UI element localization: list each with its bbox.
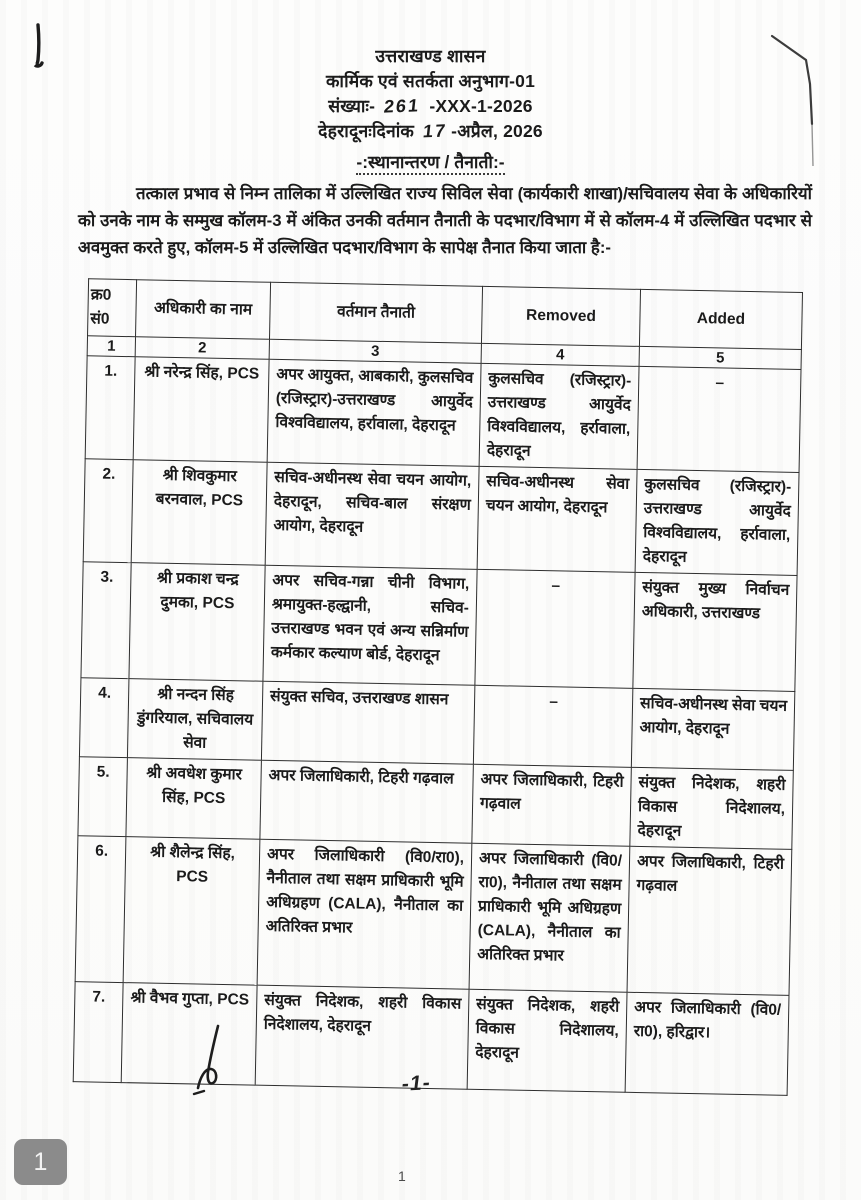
viewer-page-number: 1: [398, 1168, 406, 1184]
cell-added: –: [637, 366, 801, 472]
header-officer-name: अधिकारी का नाम: [136, 280, 271, 340]
cell-added: संयुक्त निदेशक, शहरी विकास निदेशालय, देहरादून: [630, 767, 793, 849]
page-badge-label: 1: [33, 1147, 48, 1176]
page-badge: [14, 1139, 67, 1185]
transfer-table-wrapper: [73, 278, 802, 1096]
handwritten-order-number: 261: [383, 95, 422, 117]
cell-removed: –: [475, 569, 635, 688]
cell-officer-name: श्री शिवकुमार बरनवाल, PCS: [131, 460, 267, 566]
intro-paragraph: तत्काल प्रभाव से निम्न तालिका में उल्लिखित राज्य सिविल सेवा (कार्यकारी शाखा)/सचिवालय सेवा के अधिकारियों को उनके नाम के सम्मुख कॉलम-3 में अंकित उनकी वर्तमान तैनाती के पदभार/विभाग में से कॉलम-4 में उल्लिखित पदभार से अवमुक्त करते हुए, कॉलम-5 में उल्लिखित पदभार/विभाग के सापेक्ष तैनात किया जाता है:-: [78, 184, 812, 257]
header-serial-no: क्र0 सं0: [88, 279, 137, 337]
handwritten-date: 17: [422, 120, 449, 142]
cell-added: अपर जिलाधिकारी (वि0/रा0), हरिद्वार।: [625, 992, 789, 1095]
cell-officer-name: श्री नरेन्द्र सिंह, PCS: [133, 357, 269, 463]
cell-added: कुलसचिव (रजिस्ट्रार)- उत्तराखण्ड आयुर्वेद विश्वविद्यालय, हर्रावाला, देहरादून: [635, 469, 799, 575]
table-row: [81, 562, 797, 692]
cell-added: सचिव-अधीनस्थ सेवा चयन आयोग, देहरादून: [631, 688, 794, 770]
cell-serial: 2.: [83, 459, 133, 563]
header-removed: Removed: [481, 286, 640, 346]
table-row: [83, 459, 799, 576]
subject-heading: -:स्थानान्तरण / तैनाती:-: [0, 150, 861, 174]
cell-current-posting: सचिव-अधीनस्थ सेवा चयन आयोग, देहरादून, सचिव-बाल संरक्षण आयोग, देहरादून: [265, 462, 479, 569]
header-current-posting: वर्तमान तैनाती: [269, 282, 482, 343]
order-number-line: संख्याः- 261 -XXX-1-2026: [0, 94, 861, 119]
cell-serial: 3.: [81, 562, 131, 679]
cell-current-posting: अपर सचिव-गन्ना चीनी विभाग, श्रमायुक्त-हल्द्वानी, सचिव-उत्तराखण्ड भवन एवं अन्य सन्निर्माण कर्मकार कल्याण बोर्ड, देहरादून: [263, 565, 477, 685]
government-title: उत्तराखण्ड शासन: [375, 46, 486, 66]
cell-removed: अपर जिलाधिकारी, टिहरी गढ़वाल: [472, 764, 631, 846]
cell-serial: 1.: [85, 356, 135, 460]
header-added: Added: [639, 289, 802, 349]
cell-current-posting: अपर आयुक्त, आबकारी, कुलसचिव (रजिस्ट्रार)-उत्तराखण्ड आयुर्वेद विश्वविद्यालय, हर्रावाला, देहरादून: [267, 359, 481, 466]
cell-serial: 7.: [73, 982, 123, 1083]
cell-officer-name: श्री अवधेश कुमार सिंह, PCS: [126, 758, 261, 840]
cell-current-posting: संयुक्त निदेशक, शहरी विकास निदेशालय, देहरादून: [255, 985, 469, 1089]
cell-removed: अपर जिलाधिकारी (वि0/रा0), नैनीताल तथा सक्षम प्राधिकारी भूमि अधिग्रहण (CALA), नैनीताल का अतिरिक्त प्रभार: [469, 843, 630, 992]
cell-serial: 5.: [78, 757, 128, 837]
department-line: कार्मिक एवं सतर्कता अनुभाग-01: [325, 71, 536, 91]
table-row: [79, 678, 794, 771]
cell-current-posting: अपर जिलाधिकारी (वि0/रा0), नैनीताल तथा सक्षम प्राधिकारी भूमि अधिग्रहण (CALA), नैनीताल का अतिरिक्त प्रभार: [257, 839, 472, 989]
cell-officer-name: श्री प्रकाश चन्द्र दुमका, PCS: [129, 563, 265, 682]
column-number-row: 1 2 3 4 5: [87, 336, 801, 370]
cell-serial: 4.: [79, 678, 129, 758]
cell-removed: संयुक्त निदेशक, शहरी विकास निदेशालय, देहरादून: [467, 989, 627, 1092]
cell-officer-name: श्री नन्दन सिंह डुंगरियाल, सचिवालय सेवा: [127, 679, 262, 761]
cell-serial: 6.: [75, 836, 126, 983]
table-row: [78, 757, 793, 850]
table-row: [75, 836, 792, 996]
handwritten-page-number: -1-: [400, 1071, 433, 1096]
cell-current-posting: अपर जिलाधिकारी, टिहरी गढ़वाल: [260, 760, 473, 843]
date-line: देहरादूनःदिनांक 17 -अप्रैल, 2026: [0, 119, 861, 144]
cell-current-posting: संयुक्त सचिव, उत्तराखण्ड शासन: [261, 681, 474, 764]
cell-removed: कुलसचिव (रजिस्ट्रार)- उत्तराखण्ड आयुर्वेद विश्वविद्यालय, हर्रावाला, देहरादून: [479, 363, 639, 469]
cell-removed: सचिव-अधीनस्थ सेवा चयन आयोग, देहरादून: [477, 466, 637, 572]
table-row: [85, 356, 801, 473]
cell-removed: –: [473, 685, 632, 767]
cell-added: अपर जिलाधिकारी, टिहरी गढ़वाल: [627, 846, 792, 995]
document-header: [0, 44, 861, 144]
cell-added: संयुक्त मुख्य निर्वाचन अधिकारी, उत्तराखण्ड: [633, 572, 797, 691]
cell-officer-name: श्री वैभव गुप्ता, PCS: [121, 983, 257, 1086]
transfer-table: [73, 278, 803, 1096]
cell-officer-name: श्री शैलेन्द्र सिंह, PCS: [123, 837, 260, 986]
